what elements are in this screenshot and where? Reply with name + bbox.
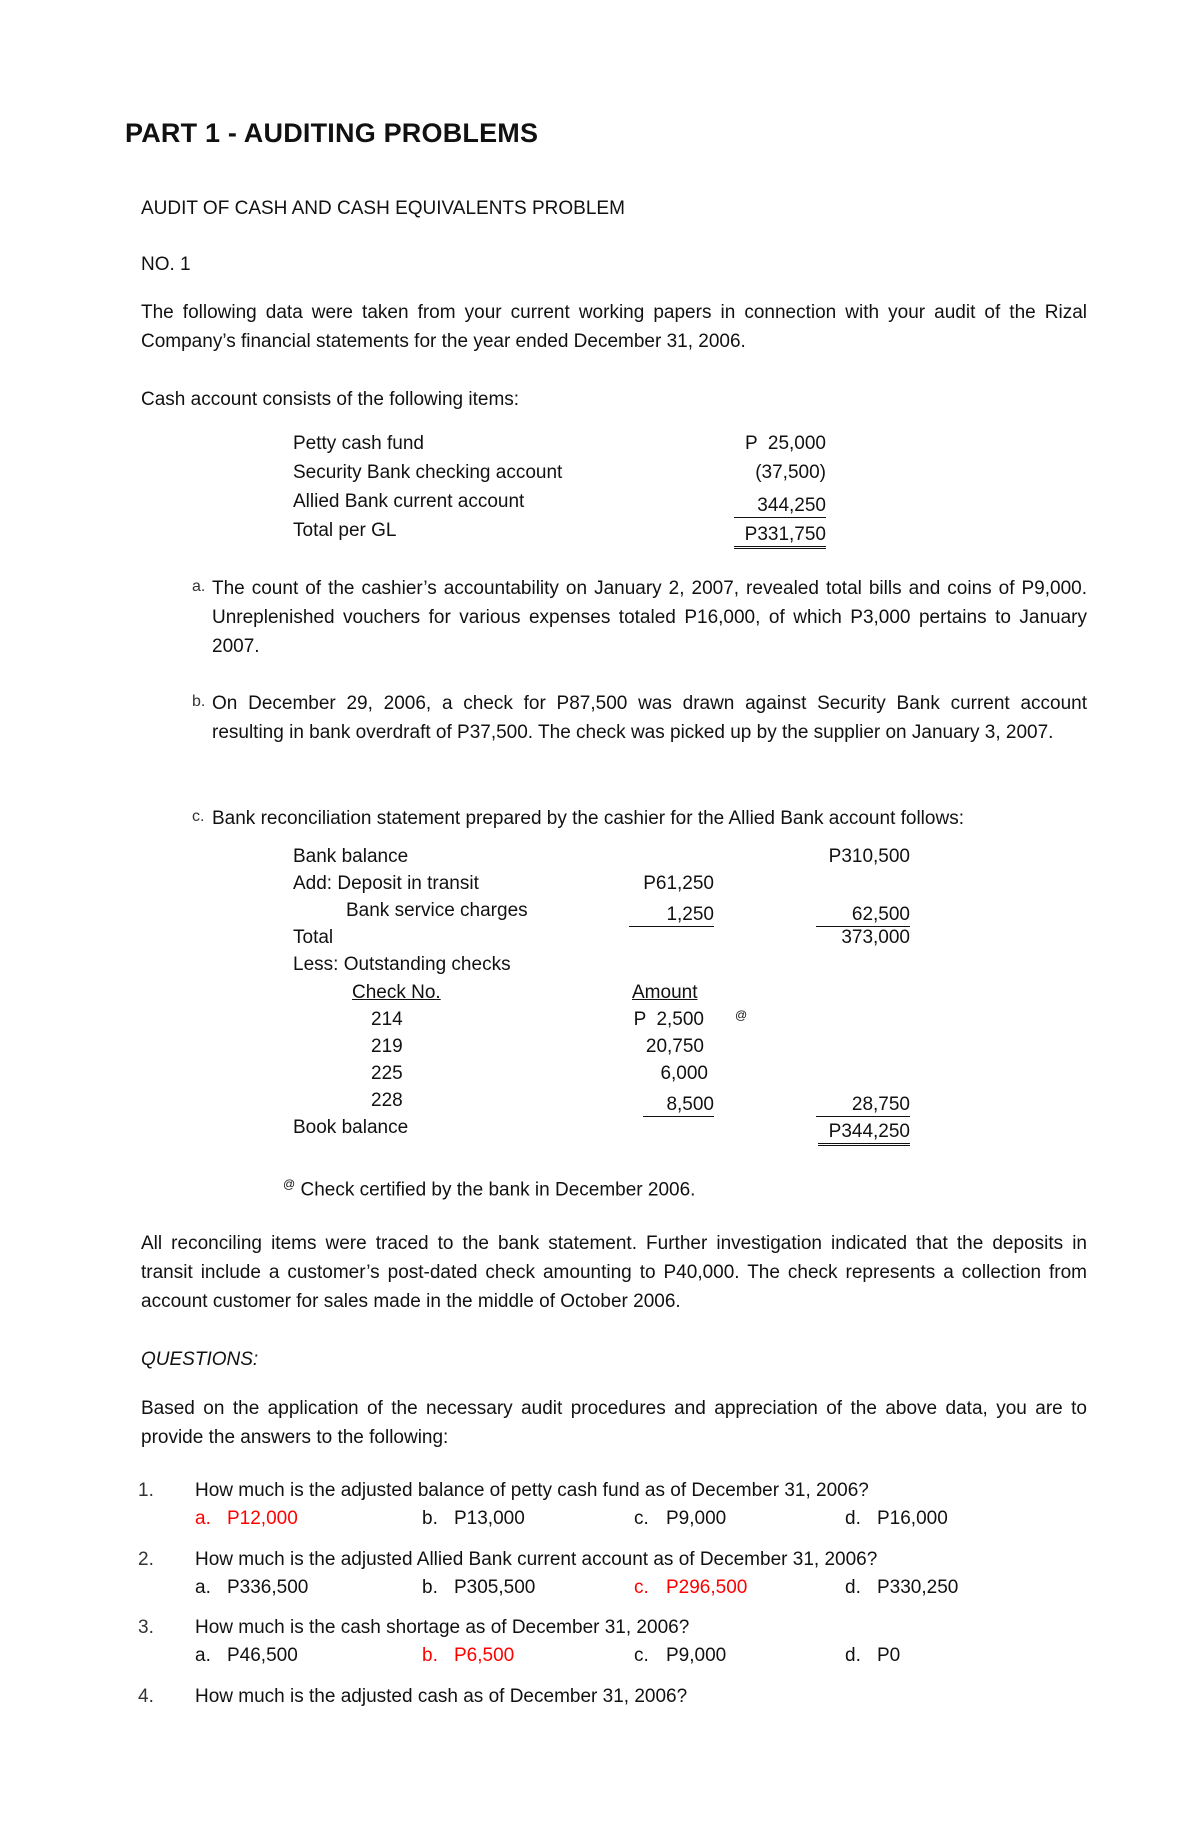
option: d. P0: [845, 1645, 901, 1666]
recon-total: 373,000: [841, 927, 910, 948]
footnote-text: Check certified by the bank in December 2006.: [300, 1179, 696, 1201]
section-title: AUDIT OF CASH AND CASH EQUIVALENTS PROBLEM: [141, 198, 625, 219]
check-amount: P 2,500: [633, 1009, 704, 1030]
cash-item-amount: P 25,000: [744, 433, 826, 454]
question-text: How much is the adjusted Allied Bank current account as of December 31, 2006?: [195, 1549, 878, 1570]
finding-text: Bank reconciliation statement prepared by the cashier for the Allied Bank account follows:: [212, 808, 964, 829]
check-number: 214: [371, 1009, 403, 1030]
intro-paragraph: The following data were taken from your current working papers in connection with your audit of the Rizal Company’s financial statements for the year ended December 31, 2006.: [141, 302, 1087, 352]
question-number: 4.: [138, 1686, 154, 1707]
certified-marker: @: [735, 1008, 748, 1022]
finding-text: The count of the cashier’s accountability on January 2, 2007, revealed total bills and coins of P9,000. Unreplenished vouchers for various expenses totaled P16,000, of which P3,000 pertains to January 2007.: [212, 578, 1087, 657]
question-number: 1.: [138, 1480, 154, 1501]
question-text: How much is the cash shortage as of December 31, 2006?: [195, 1617, 690, 1638]
questions-lead: Based on the application of the necessary audit procedures and appreciation of the above data, you are to provide the answers to the following:: [141, 1398, 1087, 1448]
option-correct: b. P6,500: [422, 1645, 515, 1666]
cash-item-amount: (37,500): [755, 462, 826, 483]
recon-label: Add: Deposit in transit: [293, 873, 479, 894]
recon-label: Total: [293, 927, 334, 948]
option-correct: c. P296,500: [634, 1577, 748, 1598]
question-text: How much is the adjusted balance of petty cash fund as of December 31, 2006?: [195, 1480, 869, 1501]
recon-service-charges: 1,250: [629, 904, 714, 927]
option: c. P9,000: [634, 1645, 727, 1666]
cash-item-total: P331,750: [734, 524, 826, 549]
recon-label: Bank service charges: [346, 900, 528, 921]
recon-deposit-in-transit: P61,250: [643, 873, 714, 894]
recon-checks-total: 28,750: [816, 1094, 910, 1117]
footnote-symbol: @: [283, 1177, 296, 1191]
question-number: 2.: [138, 1549, 154, 1570]
finding-marker: b.: [192, 693, 206, 710]
check-amount: 8,500: [643, 1094, 714, 1117]
option: d. P330,250: [845, 1577, 959, 1598]
option: c. P9,000: [634, 1508, 727, 1529]
finding-marker: a.: [192, 578, 206, 595]
recon-bank-balance: P310,500: [828, 846, 910, 867]
cash-item-amount: 344,250: [734, 495, 826, 518]
cash-item-label: Petty cash fund: [293, 433, 424, 454]
option: b. P13,000: [422, 1508, 525, 1529]
cash-item-label: Allied Bank current account: [293, 491, 525, 512]
recon-book-balance: P344,250: [818, 1121, 910, 1146]
cash-account-lead: Cash account consists of the following items:: [141, 389, 520, 410]
questions-heading: QUESTIONS:: [141, 1349, 259, 1370]
recon-label: Book balance: [293, 1117, 409, 1138]
recon-add-total: 62,500: [816, 904, 910, 927]
recon-label: Bank balance: [293, 846, 409, 867]
finding-text: On December 29, 2006, a check for P87,500 was drawn against Security Bank current account resulting in bank overdraft of P37,500. The check was picked up by the supplier on January 3, 2007.: [212, 693, 1087, 743]
footnote: [283, 1170, 695, 1204]
option: a. P46,500: [195, 1645, 298, 1666]
check-amount: 20,750: [645, 1036, 704, 1057]
option: d. P16,000: [845, 1508, 948, 1529]
check-number: 225: [371, 1063, 403, 1084]
part-title: PART 1 - AUDITING PROBLEMS: [125, 118, 539, 148]
question-text: How much is the adjusted cash as of December 31, 2006?: [195, 1686, 688, 1707]
finding-marker: c.: [192, 808, 205, 825]
cash-item-label: Security Bank checking account: [293, 462, 563, 483]
option: a. P336,500: [195, 1577, 309, 1598]
option-correct: a. P12,000: [195, 1508, 298, 1529]
recon-label: Less: Outstanding checks: [293, 954, 511, 975]
question-number: 3.: [138, 1617, 154, 1638]
cash-item-label: Total per GL: [293, 520, 397, 541]
check-number: 219: [371, 1036, 403, 1057]
problem-number: NO. 1: [141, 254, 191, 275]
check-amount: 6,000: [660, 1063, 708, 1084]
option: b. P305,500: [422, 1577, 536, 1598]
check-no-header: Check No.: [352, 982, 441, 1003]
investigation-paragraph: All reconciling items were traced to the bank statement. Further investigation indicated that the deposits in transit include a customer’s post-dated check amounting to P40,000. The check represents a collection from account customer for sales made in the middle of October 2006.: [141, 1233, 1087, 1312]
amount-header: Amount: [632, 982, 698, 1003]
check-number: 228: [371, 1090, 403, 1111]
